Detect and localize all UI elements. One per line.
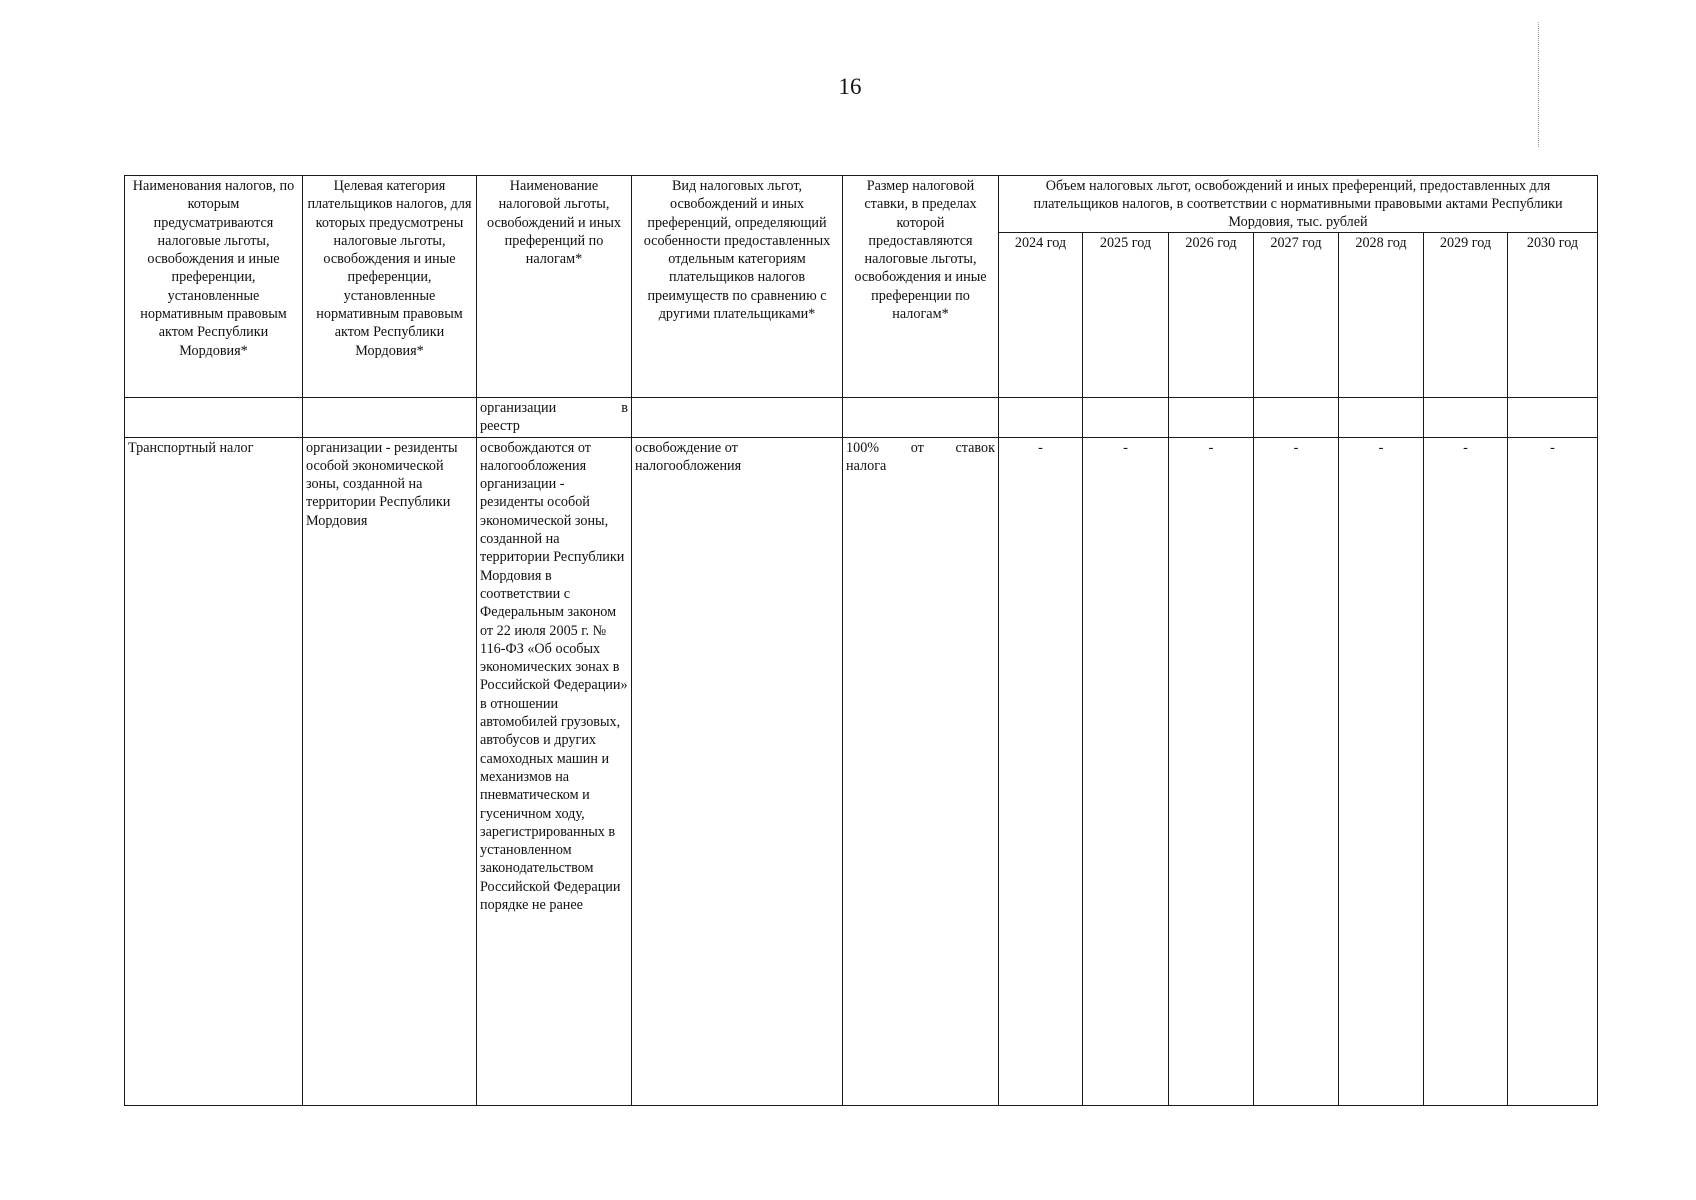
cell-target-category: организации - резиденты особой экономической зоны, созданной на территории Республики Мордовия bbox=[303, 437, 477, 1105]
scan-edge-marks bbox=[1538, 22, 1541, 147]
tax-benefits-table bbox=[124, 175, 1598, 1106]
cell-value-2027: - bbox=[1254, 437, 1339, 1105]
header-row-1 bbox=[125, 176, 1598, 233]
cell-tax-name: Транспортный налог bbox=[125, 437, 303, 1105]
header-year-2030: 2030 год bbox=[1508, 233, 1598, 398]
cell-value-2030: - bbox=[1508, 437, 1598, 1105]
header-year-2027: 2027 год bbox=[1254, 233, 1339, 398]
header-year-2028: 2028 год bbox=[1339, 233, 1424, 398]
cont-benefit-word2: в bbox=[621, 400, 628, 416]
header-tax-name: Наименования налогов, по которым предусматриваются налоговые льготы, освобождения и иные преференции, установленные нормативным правовым актом Республики Мордовия* bbox=[125, 176, 303, 398]
cell-benefit-name: освобождаются от налогообложения организации - резиденты особой экономической зоны, созданной на территории Республики Мордовия в соответствии с Федеральным законом от 22 июля 2005 г. № 116-ФЗ «Об особых экономических зонах в Российской Федерации» в отношении автомобилей грузовых, автобусов и других самоходных машин и механизмов на пневматическом и гусеничном ходу, зарегистрированных в установленном законодательством Российской Федерации порядке не ранее bbox=[477, 437, 632, 1105]
header-benefit-type: Вид налоговых льгот, освобождений и иных преференций, определяющий особенности предоставленных отдельным категориям плательщиков налогов преимуществ по сравнению с другими плательщиками* bbox=[632, 176, 843, 398]
table-row-transport-tax bbox=[125, 437, 1598, 1105]
cont-cell-benefit-type bbox=[632, 398, 843, 438]
cont-cell-2030 bbox=[1508, 398, 1598, 438]
header-target-category: Целевая категория плательщиков налогов, для которых предусмотрены налоговые льготы, освобождения и иные преференции, установленные нормативным правовым актом Республики Мордовия* bbox=[303, 176, 477, 398]
cont-cell-target-category bbox=[303, 398, 477, 438]
rate-line-2: налога bbox=[846, 457, 887, 474]
header-year-2026: 2026 год bbox=[1169, 233, 1254, 398]
header-rate-size: Размер налоговой ставки, в пределах которой предоставляются налоговые льготы, освобождения и иные преференции по налогам* bbox=[843, 176, 999, 398]
header-benefit-name: Наименование налоговой льготы, освобождений и иных преференций по налогам* bbox=[477, 176, 632, 398]
cell-value-2026: - bbox=[1169, 437, 1254, 1105]
cell-rate-size bbox=[843, 437, 999, 1105]
header-year-2029: 2029 год bbox=[1424, 233, 1508, 398]
rate-line-1: 100% от ставок bbox=[846, 439, 995, 456]
cont-cell-2029 bbox=[1424, 398, 1508, 438]
cont-benefit-word1: организации bbox=[480, 400, 557, 416]
cell-value-2024: - bbox=[999, 437, 1083, 1105]
page-number: 16 bbox=[838, 74, 862, 99]
header-volume-group: Объем налоговых льгот, освобождений и иных преференций, предоставленных для плательщиков налогов, в соответствии с нормативными правовыми актами Республики Мордовия, тыс. рублей bbox=[999, 176, 1598, 233]
cont-cell-2024 bbox=[999, 398, 1083, 438]
cont-cell-2026 bbox=[1169, 398, 1254, 438]
cell-value-2025: - bbox=[1083, 437, 1169, 1105]
cont-cell-2028 bbox=[1339, 398, 1424, 438]
header-year-2024: 2024 год bbox=[999, 233, 1083, 398]
cont-cell-rate-size bbox=[843, 398, 999, 438]
cell-benefit-type: освобождение от налогообложения bbox=[632, 437, 843, 1105]
header-year-2025: 2025 год bbox=[1083, 233, 1169, 398]
cont-cell-2025 bbox=[1083, 398, 1169, 438]
cell-value-2028: - bbox=[1339, 437, 1424, 1105]
cont-benefit-line2: реестр bbox=[480, 418, 520, 435]
cont-cell-2027 bbox=[1254, 398, 1339, 438]
cont-cell-tax-name bbox=[125, 398, 303, 438]
cont-benefit-line1 bbox=[480, 399, 628, 417]
cont-cell-benefit-name bbox=[477, 398, 632, 438]
continuation-row bbox=[125, 398, 1598, 438]
cell-value-2029: - bbox=[1424, 437, 1508, 1105]
